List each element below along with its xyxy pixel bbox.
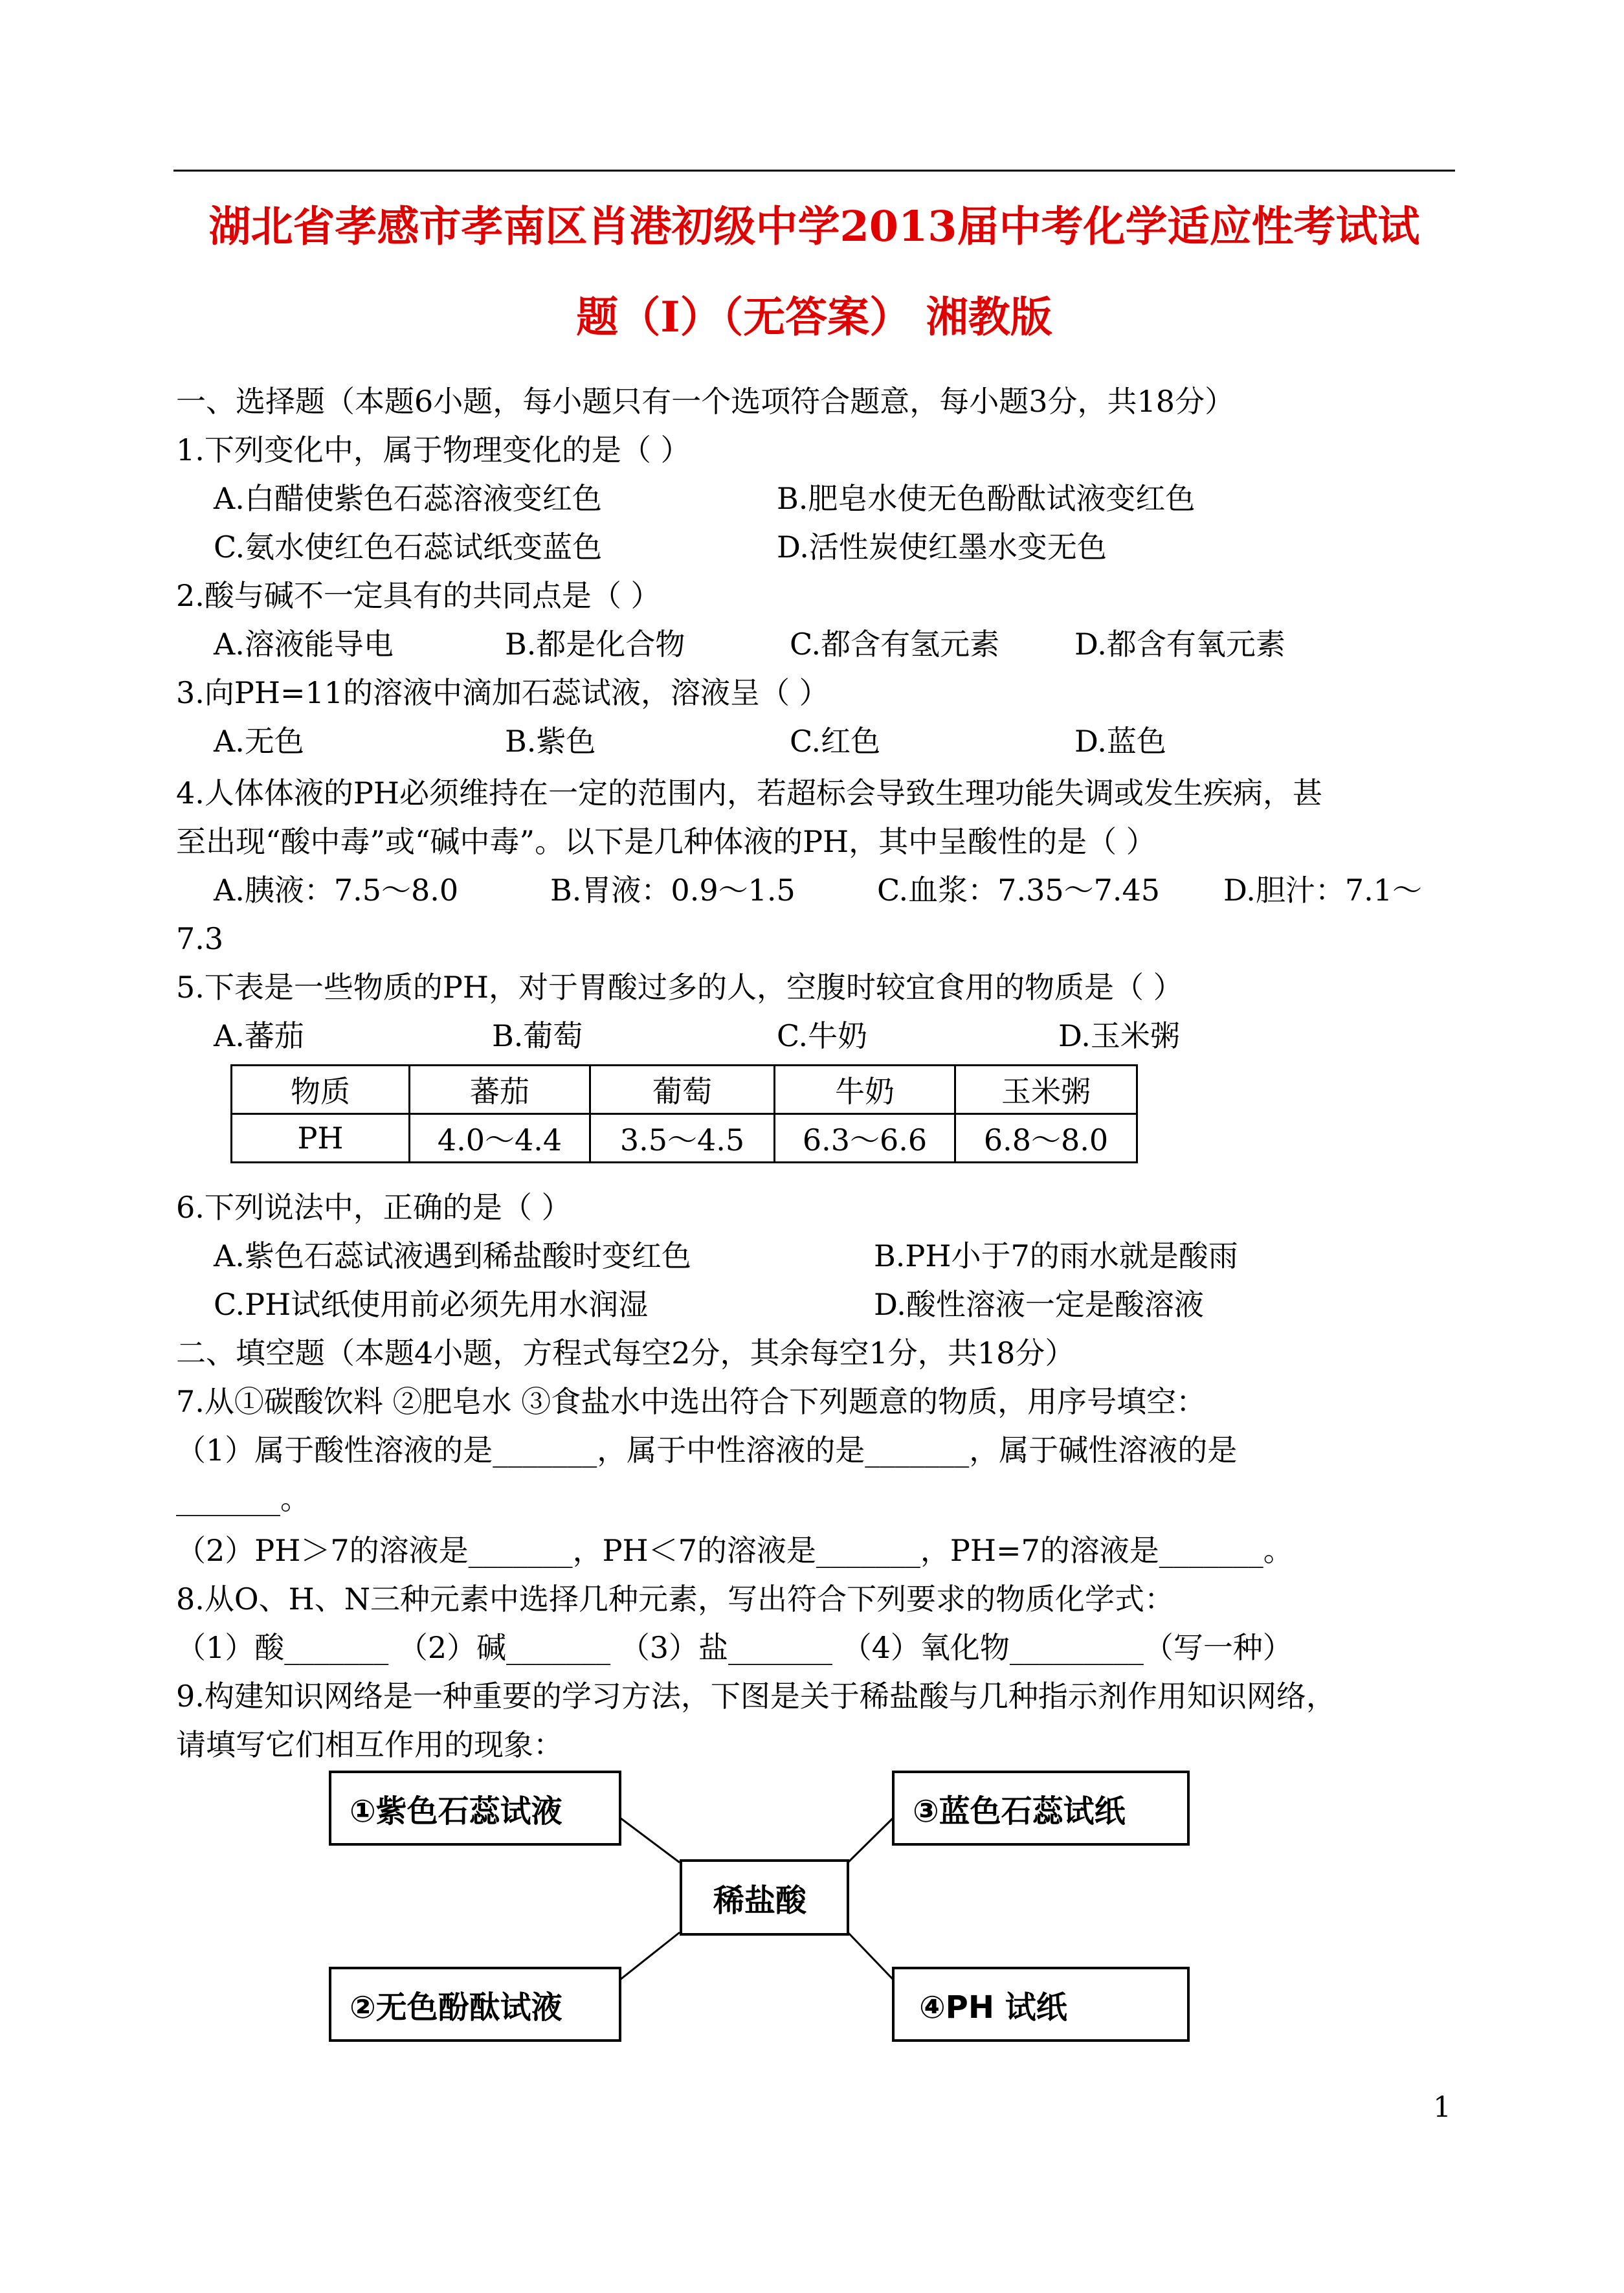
table-cell: 6.8～8.0	[955, 1114, 1137, 1163]
section1-header: 一、选择题（本题6小题，每小题只有一个选项符合题意，每小题3分，共18分）	[176, 384, 1235, 419]
q3-stem: 3.向PH=11的溶液中滴加石蕊试液，溶液呈（ ）	[176, 675, 829, 710]
q5-option-d: D.玉米粥	[1058, 1018, 1180, 1053]
q1-option-b: B.肥皂水使无色酚酞试液变红色	[777, 481, 1196, 516]
q5-option-b: B.葡萄	[492, 1018, 583, 1053]
q4-option-b: B.胃液：0.9～1.5	[550, 873, 795, 908]
q8-parts: （1）酸_______ （2）碱_______ （3）盐_______ （4）氧化物_________（写一种）	[176, 1630, 1293, 1665]
q4-option-d-continued: 7.3	[176, 921, 224, 956]
q4-option-a: A.胰液：7.5～8.0	[214, 873, 459, 908]
connector-line	[620, 1932, 680, 1980]
table-cell: 4.0～4.4	[410, 1114, 590, 1163]
q8-stem: 8.从O、H、N三种元素中选择几种元素，写出符合下列要求的物质化学式：	[176, 1582, 1174, 1616]
box-label: ①紫色石蕊试液	[350, 1793, 562, 1829]
q2-option-a: A.溶液能导电	[214, 627, 394, 662]
box-label: ②无色酚酞试液	[350, 1989, 562, 2026]
q5-stem: 5.下表是一些物质的PH，对于胃酸过多的人，空腹时较宜食用的物质是（ ）	[176, 970, 1183, 1005]
q5-option-a: A.蕃茄	[214, 1018, 304, 1053]
q4-option-c: C.血浆：7.35～7.45	[877, 873, 1161, 908]
table-cell: 牛奶	[775, 1066, 955, 1114]
q1-option-d: D.活性炭使红墨水变无色	[777, 530, 1107, 565]
q7-part1-continued: _______。	[176, 1481, 310, 1516]
section2-header: 二、填空题（本题4小题，方程式每空2分，其余每空1分，共18分）	[176, 1336, 1075, 1370]
q6-option-c: C.PH试纸使用前必须先用水润湿	[214, 1287, 649, 1322]
q7-part2: （2）PH＞7的溶液是_______，PH＜7的溶液是_______，PH=7的溶液是_______。	[176, 1533, 1293, 1568]
table-cell: 蕃茄	[410, 1066, 590, 1114]
q2-option-b: B.都是化合物	[505, 627, 685, 662]
connector-line	[848, 1932, 893, 1980]
table-cell: PH	[232, 1114, 410, 1163]
q1-option-a: A.白醋使紫色石蕊溶液变红色	[214, 481, 602, 516]
q6-option-b: B.PH小于7的雨水就是酸雨	[874, 1238, 1238, 1273]
box-label: ③蓝色石蕊试纸	[913, 1793, 1126, 1829]
q3-option-c: C.红色	[790, 724, 881, 759]
diagram-box-phenolphthalein	[329, 1967, 621, 2042]
q7-part1: （1）属于酸性溶液的是_______，属于中性溶液的是_______，属于碱性溶液的是	[176, 1433, 1238, 1468]
q4-stem-line2: 至出现“酸中毒”或“碱中毒”。以下是几种体液的PH，其中呈酸性的是（ ）	[176, 824, 1156, 859]
connector-line	[620, 1818, 680, 1862]
diagram-box-dilute-hcl	[680, 1859, 849, 1936]
box-label: 稀盐酸	[713, 1882, 807, 1919]
q9-stem-line1: 9.构建知识网络是一种重要的学习方法，下图是关于稀盐酸与几种指示剂作用知识网络，	[176, 1679, 1336, 1714]
table-cell: 3.5～4.5	[590, 1114, 775, 1163]
q1-option-c: C.氨水使红色石蕊试纸变蓝色	[214, 530, 603, 565]
box-label: ④PH 试纸	[919, 1989, 1067, 2026]
q5-option-c: C.牛奶	[777, 1018, 868, 1053]
q6-option-d: D.酸性溶液一定是酸溶液	[874, 1287, 1204, 1322]
table-cell: 6.3～6.6	[775, 1114, 955, 1163]
q9-stem-line2: 请填写它们相互作用的现象：	[176, 1727, 563, 1762]
table-cell: 物质	[232, 1066, 410, 1114]
q3-option-b: B.紫色	[505, 724, 596, 759]
q4-option-d: D.胆汁：7.1～	[1223, 873, 1423, 908]
q2-stem: 2.酸与碱不一定具有的共同点是（ ）	[176, 578, 661, 613]
connector-line	[848, 1818, 893, 1862]
table-cell: 葡萄	[590, 1066, 775, 1114]
diagram-box-purple-litmus	[329, 1771, 621, 1846]
q6-option-a: A.紫色石蕊试液遇到稀盐酸时变红色	[214, 1238, 691, 1273]
q1-stem: 1.下列变化中，属于物理变化的是（ ）	[176, 432, 691, 467]
table-cell: 玉米粥	[955, 1066, 1137, 1114]
q7-stem: 7.从①碳酸饮料 ②肥皂水 ③食盐水中选出符合下列题意的物质，用序号填空：	[176, 1384, 1207, 1419]
document-title-line2: 题（I）（无答案） 湘教版	[576, 293, 1052, 342]
q3-option-d: D.蓝色	[1074, 724, 1166, 759]
q6-stem: 6.下列说法中，正确的是（ ）	[176, 1190, 572, 1225]
q4-stem-line1: 4.人体体液的PH必须维持在一定的范围内，若超标会导致生理功能失调或发生疾病，甚	[176, 776, 1322, 811]
q3-option-a: A.无色	[214, 724, 304, 759]
q2-option-d: D.都含有氧元素	[1074, 627, 1285, 662]
diagram-box-blue-litmus-paper	[892, 1771, 1190, 1846]
document-title-line1: 湖北省孝感市孝南区肖港初级中学2013届中考化学适应性考试试	[208, 202, 1420, 251]
q2-option-c: C.都含有氢元素	[790, 627, 1000, 662]
page-number: 1	[1433, 2091, 1451, 2124]
diagram-box-ph-paper	[892, 1967, 1190, 2042]
